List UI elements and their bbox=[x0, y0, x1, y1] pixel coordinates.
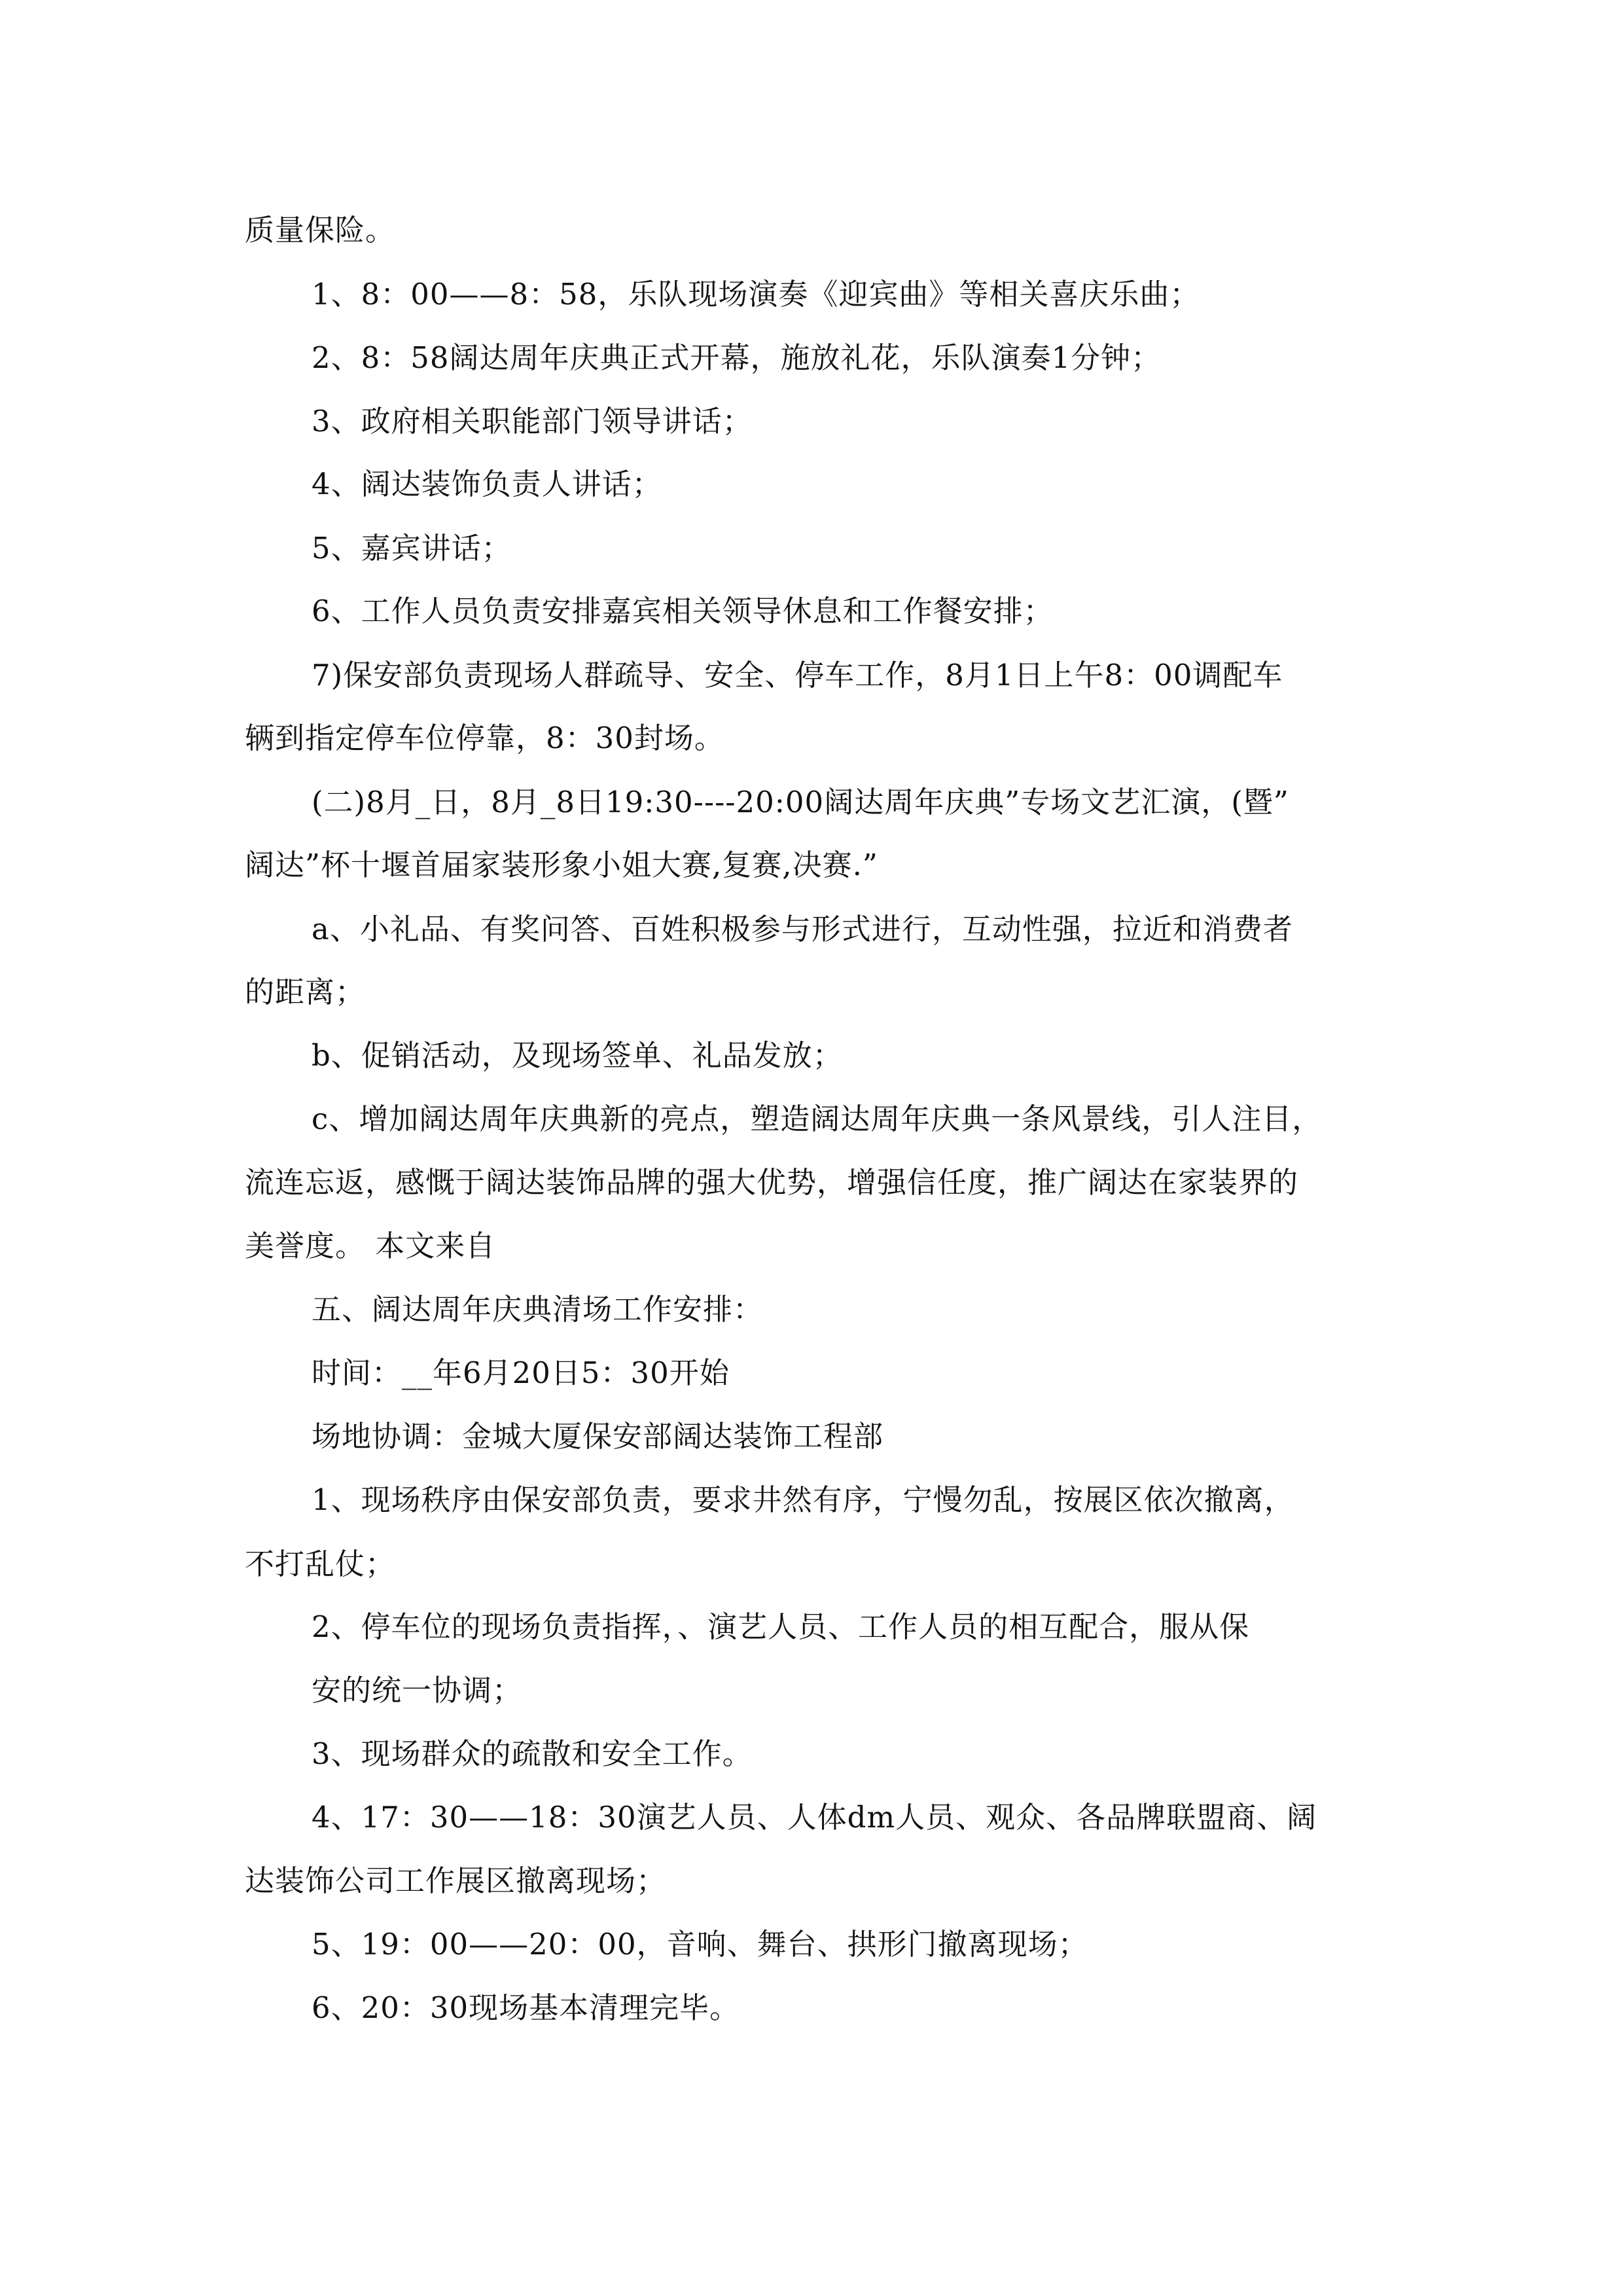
text-line: 6、20：30现场基本清理完毕。 bbox=[312, 1990, 740, 2025]
text-line: 质量保险。 bbox=[245, 213, 396, 247]
text-line: 3、政府相关职能部门领导讲话； bbox=[312, 404, 753, 439]
text-line: b、促销活动，及现场签单、礼品发放； bbox=[312, 1038, 843, 1073]
text-line: 4、17：30——18：30演艺人员、人体dm人员、观众、各品牌联盟商、阔 bbox=[312, 1800, 1317, 1835]
text-line: 辆到指定停车位停靠，8：30封场。 bbox=[245, 721, 724, 755]
text-line: 的距离； bbox=[245, 975, 366, 1009]
text-line: 4、阔达装饰负责人讲话； bbox=[312, 467, 662, 501]
text-line: 五、阔达周年庆典清场工作安排： bbox=[312, 1292, 764, 1327]
text-line: 3、现场群众的疏散和安全工作。 bbox=[312, 1736, 753, 1771]
text-line: 时间：__年6月20日5：30开始 bbox=[312, 1355, 730, 1390]
text-line: 6、工作人员负责安排嘉宾相关领导休息和工作餐安排； bbox=[312, 594, 1054, 628]
text-line: 安的统一协调； bbox=[312, 1673, 523, 1708]
text-line: 达装饰公司工作展区撤离现场； bbox=[245, 1863, 667, 1898]
text-line: 阔达”杯十堰首届家装形象小姐大赛,复赛,决赛.” bbox=[245, 848, 878, 882]
text-line: 5、嘉宾讲话； bbox=[312, 531, 512, 565]
text-line: 场地协调：金城大厦保安部阔达装饰工程部 bbox=[312, 1419, 884, 1454]
text-line: 美誉度。 本文来自 bbox=[245, 1229, 496, 1263]
text-line: (二)8月_日，8月_8日19:30----20:00阔达周年庆典”专场文艺汇演，(暨” bbox=[312, 785, 1289, 819]
text-line: c、增加阔达周年庆典新的亮点，塑造阔达周年庆典一条风景线，引人注目， bbox=[312, 1102, 1323, 1136]
text-line: 7)保安部负责现场人群疏导、安全、停车工作，8月1日上午8：00调配车 bbox=[312, 658, 1283, 692]
text-line: 2、停车位的现场负责指挥，、演艺人员、工作人员的相互配合，服从保 bbox=[312, 1609, 1250, 1644]
text-line: 1、8：00——8：58，乐队现场演奏《迎宾曲》等相关喜庆乐曲； bbox=[312, 277, 1200, 312]
text-line: 5、19：00——20：00，音响、舞台、拱形门撤离现场； bbox=[312, 1927, 1088, 1962]
text-line: a、小礼品、有奖问答、百姓积极参与形式进行，互动性强，拉近和消费者 bbox=[312, 912, 1293, 946]
text-line: 2、8：58阔达周年庆典正式开幕，施放礼花，乐队演奏1分钟； bbox=[312, 340, 1162, 375]
text-line: 流连忘返，感慨于阔达装饰品牌的强大优势，增强信任度，推广阔达在家装界的 bbox=[245, 1165, 1299, 1200]
text-line: 1、现场秩序由保安部负责，要求井然有序，宁慢勿乱，按展区依次撤离， bbox=[312, 1482, 1294, 1517]
text-line: 不打乱仗； bbox=[245, 1547, 396, 1581]
